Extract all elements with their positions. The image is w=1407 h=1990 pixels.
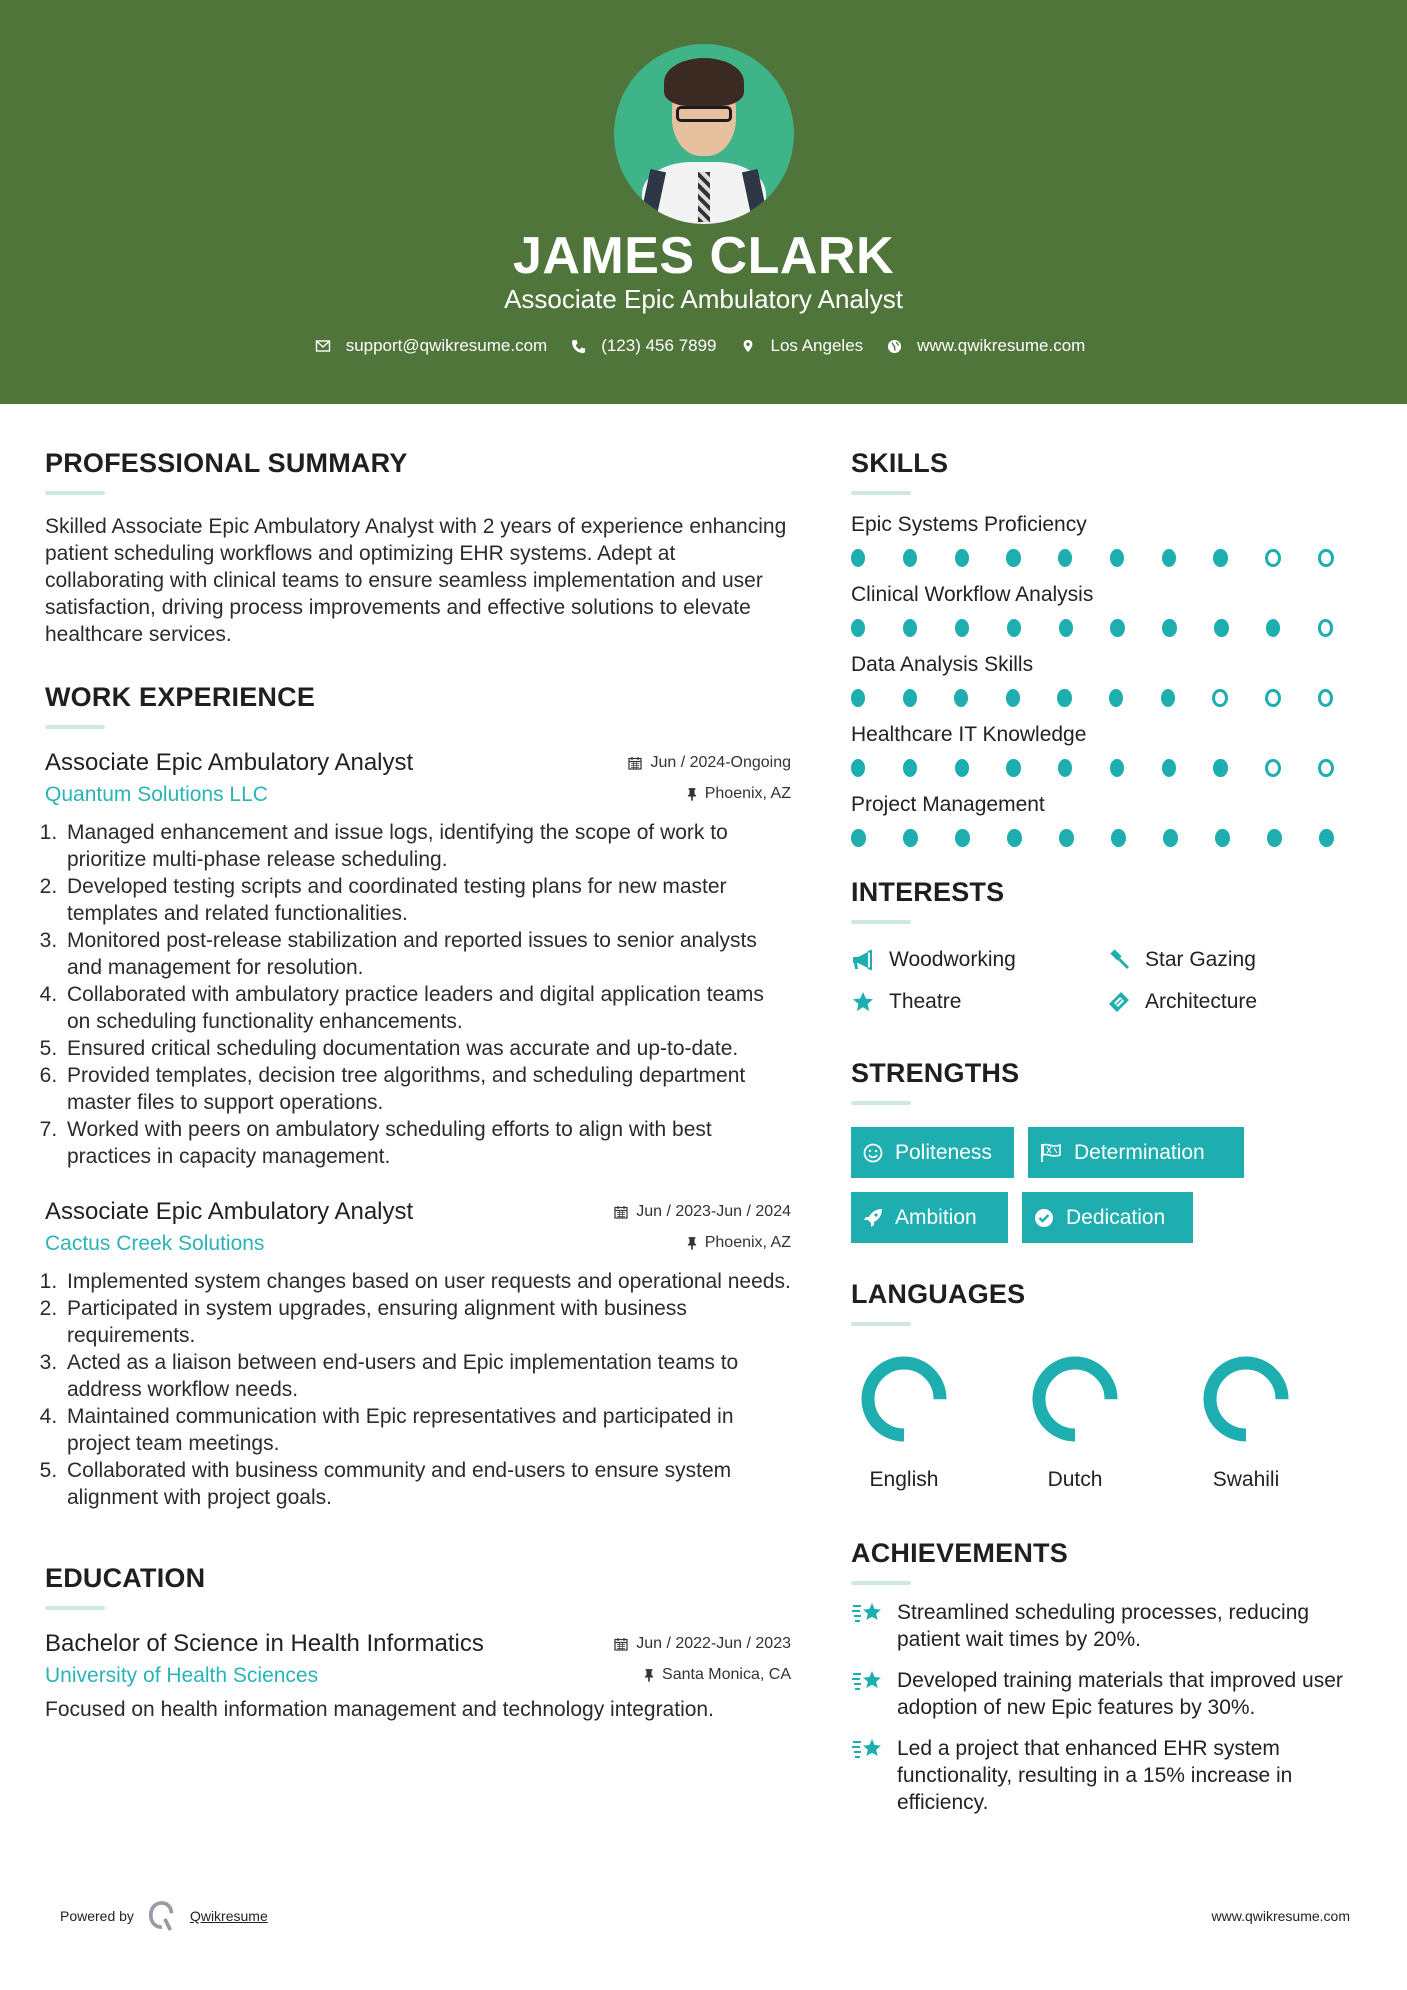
rating-dot-filled bbox=[1163, 829, 1178, 847]
bullhorn-icon bbox=[851, 948, 875, 972]
rating-dot-filled bbox=[1111, 829, 1126, 847]
duty-item: 1. Managed enhancement and issue logs, identifying the scope of work to prioritize multi-phase release scheduling. bbox=[63, 819, 791, 873]
rating-dot-filled bbox=[851, 549, 865, 567]
summary-text: Skilled Associate Epic Ambulatory Analyst with 2 years of experience enhancing patient scheduling workflows and optimizing EHR systems. Adept at collaborating with clinical teams to ensure seamless implementation and user satisfaction, driving process improvements and effective solutions to elevate healthcare services. bbox=[45, 515, 787, 646]
duty-item: 3. Acted as a liaison between end-users and Epic implementation teams to address workflow needs. bbox=[63, 1349, 791, 1403]
skills-section bbox=[851, 448, 1371, 847]
rating-dot-filled bbox=[1267, 829, 1282, 847]
language-label: Dutch bbox=[1047, 1468, 1103, 1491]
section-title-achievements: ACHIEVEMENTS bbox=[851, 1538, 1068, 1568]
rating-dot-filled bbox=[903, 829, 918, 847]
section-underline bbox=[45, 725, 105, 729]
rating-dot-filled bbox=[1215, 829, 1230, 847]
contact-phone-text: (123) 456 7899 bbox=[601, 336, 717, 355]
job-date: Jun / 2023-Jun / 2024 bbox=[614, 1203, 791, 1221]
achievements-section bbox=[851, 1538, 1371, 1816]
section-title-interests: INTERESTS bbox=[851, 877, 1005, 907]
languages-section bbox=[851, 1279, 1371, 1492]
section-underline bbox=[45, 1606, 105, 1610]
skill-label: Epic Systems Proficiency bbox=[851, 513, 1087, 536]
rating-dot-filled bbox=[1110, 549, 1124, 567]
interest-item: Architecture bbox=[1107, 990, 1363, 1014]
rating-dot-filled bbox=[903, 619, 917, 637]
achievement-item: Streamlined scheduling processes, reducing patient wait times by 20%. bbox=[851, 1599, 1371, 1653]
contact-phone[interactable] bbox=[569, 336, 716, 356]
ticket-icon bbox=[1107, 990, 1131, 1014]
rating-dot-filled bbox=[1162, 549, 1176, 567]
rating-dot-empty bbox=[1265, 689, 1280, 707]
footer-url[interactable]: www.qwikresume.com bbox=[1211, 1908, 1350, 1924]
skill-label: Data Analysis Skills bbox=[851, 653, 1034, 676]
strengths-list bbox=[851, 1127, 1371, 1243]
job-location: Phoenix, AZ bbox=[687, 785, 791, 803]
contact-website[interactable] bbox=[885, 336, 1085, 356]
section-title-summary: PROFESSIONAL SUMMARY bbox=[45, 448, 408, 478]
duty-item: 1. Implemented system changes based on user requests and operational needs. bbox=[63, 1268, 791, 1295]
contact-location-text: Los Angeles bbox=[770, 336, 864, 355]
section-title-strengths: STRENGTHS bbox=[851, 1058, 1020, 1088]
rating-dot-filled bbox=[1059, 829, 1074, 847]
duty-item: 4. Maintained communication with Epic representatives and participated in project team meetings. bbox=[63, 1403, 791, 1457]
section-underline bbox=[851, 491, 911, 495]
interest-item: Woodworking bbox=[851, 948, 1107, 972]
section-title-skills: SKILLS bbox=[851, 448, 949, 478]
contact-email-text: support@qwikresume.com bbox=[345, 336, 548, 355]
language-ring-chart bbox=[1201, 1354, 1291, 1444]
left-column bbox=[45, 404, 791, 1723]
rating-dot-filled bbox=[903, 759, 917, 777]
job-title: Associate Epic Ambulatory Analyst bbox=[45, 749, 414, 776]
skill-item bbox=[851, 513, 1371, 567]
skill-rating bbox=[851, 829, 1371, 847]
rating-dot-filled bbox=[1266, 619, 1280, 637]
pushpin-icon bbox=[687, 1236, 697, 1250]
flag-checkered-icon bbox=[1040, 1143, 1062, 1163]
star-icon bbox=[851, 990, 875, 1014]
rating-dot-filled bbox=[851, 829, 866, 847]
language-label: Swahili bbox=[1212, 1468, 1280, 1491]
rating-dot-empty bbox=[1265, 759, 1281, 777]
rating-dot-filled bbox=[955, 549, 969, 567]
rating-dot-filled bbox=[851, 759, 865, 777]
rating-dot-filled bbox=[1058, 549, 1072, 567]
shooting-star-icon bbox=[851, 1667, 885, 1697]
rating-dot-filled bbox=[954, 689, 968, 707]
skill-label: Clinical Workflow Analysis bbox=[851, 583, 1094, 606]
job-date: Jun / 2024-Ongoing bbox=[628, 754, 791, 772]
shooting-star-icon bbox=[851, 1599, 885, 1629]
duty-item: 5. Ensured critical scheduling documentation was accurate and up-to-date. bbox=[63, 1035, 791, 1062]
right-column bbox=[851, 404, 1371, 1816]
rating-dot-filled bbox=[1161, 689, 1175, 707]
skill-rating bbox=[851, 759, 1371, 777]
contact-bar bbox=[0, 336, 1407, 356]
rating-dot-empty bbox=[1318, 689, 1333, 707]
gavel-icon bbox=[1107, 948, 1131, 972]
duty-item: 2. Participated in system upgrades, ensuring alignment with business requirements. bbox=[63, 1295, 791, 1349]
company-name: Quantum Solutions LLC bbox=[45, 783, 268, 806]
duty-item: 2. Developed testing scripts and coordinated testing plans for new master templates and related functionalities. bbox=[63, 873, 791, 927]
rating-dot-filled bbox=[1214, 619, 1228, 637]
rating-dot-empty bbox=[1318, 549, 1334, 567]
rating-dot-filled bbox=[1110, 759, 1124, 777]
calendar-icon bbox=[614, 1637, 628, 1651]
rating-dot-filled bbox=[1006, 549, 1020, 567]
skill-label: Healthcare IT Knowledge bbox=[851, 723, 1087, 746]
rating-dot-filled bbox=[955, 619, 969, 637]
job-entry bbox=[45, 1198, 791, 1511]
rating-dot-empty bbox=[1318, 759, 1334, 777]
rocket-icon bbox=[863, 1208, 883, 1228]
rating-dot-filled bbox=[851, 619, 865, 637]
language-ring-chart bbox=[1030, 1354, 1120, 1444]
rating-dot-empty bbox=[1265, 549, 1281, 567]
skill-item bbox=[851, 583, 1371, 637]
rating-dot-filled bbox=[1059, 619, 1073, 637]
pushpin-icon bbox=[644, 1668, 654, 1682]
language-label: English bbox=[869, 1468, 939, 1491]
company-name: Cactus Creek Solutions bbox=[45, 1232, 265, 1255]
rating-dot-filled bbox=[1110, 619, 1124, 637]
resume-header bbox=[0, 0, 1407, 404]
profile-photo bbox=[614, 44, 794, 224]
rating-dot-filled bbox=[1007, 829, 1022, 847]
education-location: Santa Monica, CA bbox=[644, 1666, 791, 1684]
duties-list bbox=[45, 1268, 791, 1511]
skill-rating bbox=[851, 689, 1371, 707]
language-item bbox=[851, 1354, 1022, 1492]
experience-section bbox=[45, 682, 791, 1511]
skill-rating bbox=[851, 619, 1371, 637]
candidate-title: Associate Epic Ambulatory Analyst bbox=[504, 284, 903, 314]
section-underline bbox=[851, 920, 911, 924]
rating-dot-filled bbox=[1007, 619, 1021, 637]
shooting-star-icon bbox=[851, 1735, 885, 1765]
section-underline bbox=[851, 1101, 911, 1105]
rating-dot-filled bbox=[1006, 759, 1020, 777]
rating-dot-filled bbox=[1058, 759, 1072, 777]
duty-item: 6. Provided templates, decision tree algorithms, and scheduling department master files to support operations. bbox=[63, 1062, 791, 1116]
duties-list bbox=[45, 819, 791, 1170]
rating-dot-empty bbox=[1318, 619, 1334, 637]
strength-chip: Ambition bbox=[851, 1192, 1008, 1243]
contact-email[interactable] bbox=[314, 336, 548, 356]
achievement-item: Led a project that enhanced EHR system functionality, resulting in a 15% increase in efficiency. bbox=[851, 1735, 1371, 1816]
job-location: Phoenix, AZ bbox=[687, 1234, 791, 1252]
envelope-icon bbox=[314, 337, 332, 355]
contact-location bbox=[739, 336, 864, 356]
candidate-name: JAMES CLARK bbox=[512, 227, 895, 285]
strength-chip: Politeness bbox=[851, 1127, 1014, 1178]
rating-dot-filled bbox=[1162, 619, 1176, 637]
rating-dot-filled bbox=[1319, 829, 1334, 847]
achievements-list bbox=[851, 1599, 1371, 1816]
rating-dot-filled bbox=[903, 549, 917, 567]
strength-chip: Determination bbox=[1028, 1127, 1244, 1178]
rating-dot-filled bbox=[903, 689, 917, 707]
interest-item: Star Gazing bbox=[1107, 948, 1363, 972]
degree-title: Bachelor of Science in Health Informatics bbox=[45, 1630, 484, 1657]
rating-dot-filled bbox=[1006, 689, 1020, 707]
calendar-icon bbox=[614, 1205, 628, 1219]
skill-item bbox=[851, 793, 1371, 847]
rating-dot-filled bbox=[1057, 689, 1071, 707]
duty-item: 5. Collaborated with business community and end-users to ensure system alignment with project goals. bbox=[63, 1457, 791, 1511]
interests-list bbox=[851, 948, 1371, 1014]
language-ring-chart bbox=[859, 1354, 949, 1444]
phone-icon bbox=[569, 337, 587, 355]
job-entry bbox=[45, 749, 791, 1170]
contact-website-text: www.qwikresume.com bbox=[917, 336, 1086, 355]
duty-item: 7. Worked with peers on ambulatory scheduling efforts to align with best practices in capacity management. bbox=[63, 1116, 791, 1170]
skill-label: Project Management bbox=[851, 793, 1045, 816]
check-circle-icon bbox=[1034, 1208, 1054, 1228]
languages-list bbox=[851, 1354, 1371, 1492]
calendar-icon bbox=[628, 756, 642, 770]
section-underline bbox=[45, 491, 105, 495]
rating-dot-filled bbox=[1162, 759, 1176, 777]
school-name: University of Health Sciences bbox=[45, 1664, 319, 1687]
qwikresume-link[interactable]: Qwikresume bbox=[189, 1908, 268, 1924]
rating-dot-filled bbox=[1213, 759, 1227, 777]
rating-dot-filled bbox=[955, 759, 969, 777]
strengths-section bbox=[851, 1058, 1371, 1243]
language-item bbox=[1022, 1354, 1193, 1492]
rating-dot-filled bbox=[955, 829, 970, 847]
skill-item bbox=[851, 723, 1371, 777]
job-title: Associate Epic Ambulatory Analyst bbox=[45, 1198, 414, 1225]
summary-section bbox=[45, 448, 791, 648]
pushpin-icon bbox=[687, 787, 697, 801]
section-title-experience: WORK EXPERIENCE bbox=[45, 682, 316, 712]
powered-by: Powered by Qwikresume bbox=[60, 1900, 268, 1932]
section-title-languages: LANGUAGES bbox=[851, 1279, 1026, 1309]
achievement-item: Developed training materials that improved user adoption of new Epic features by 30%. bbox=[851, 1667, 1371, 1721]
interests-section bbox=[851, 877, 1371, 1014]
rating-dot-filled bbox=[1213, 549, 1227, 567]
section-title-education: EDUCATION bbox=[45, 1563, 206, 1593]
education-description: Focused on health information management and technology integration. bbox=[45, 1698, 714, 1721]
strength-chip: Dedication bbox=[1022, 1192, 1193, 1243]
footer bbox=[60, 1900, 1350, 1932]
map-marker-icon bbox=[739, 337, 757, 355]
qwikresume-logo-icon bbox=[148, 1900, 176, 1932]
section-underline bbox=[851, 1581, 911, 1585]
section-underline bbox=[851, 1322, 911, 1326]
duty-item: 4. Collaborated with ambulatory practice leaders and digital application teams on scheduling functionality enhancements. bbox=[63, 981, 791, 1035]
rating-dot-empty bbox=[1212, 689, 1227, 707]
skill-rating bbox=[851, 549, 1371, 567]
interest-item: Theatre bbox=[851, 990, 1107, 1014]
rating-dot-filled bbox=[851, 689, 865, 707]
duty-item: 3. Monitored post-release stabilization and reported issues to senior analysts and management for resolution. bbox=[63, 927, 791, 981]
rating-dot-filled bbox=[1109, 689, 1123, 707]
language-item bbox=[1193, 1354, 1364, 1492]
education-date: Jun / 2022-Jun / 2023 bbox=[614, 1635, 791, 1653]
skills-list bbox=[851, 513, 1371, 847]
globe-icon bbox=[885, 337, 903, 355]
smile-icon bbox=[863, 1143, 883, 1163]
education-section bbox=[45, 1563, 791, 1723]
skill-item bbox=[851, 653, 1371, 707]
